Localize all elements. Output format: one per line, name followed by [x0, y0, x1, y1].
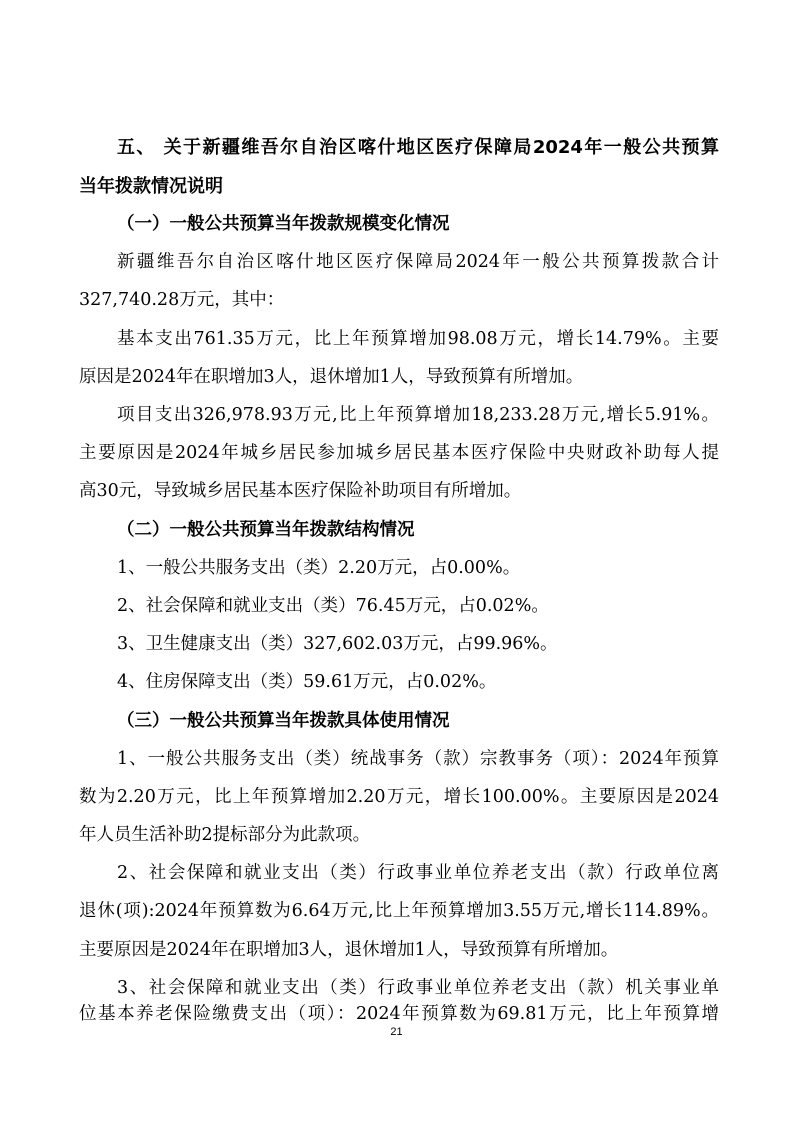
list-item: 4、住房保障支出（类）59.61万元，占0.02%。 [117, 672, 497, 692]
paragraph-line: 3、社会保障和就业支出（类）行政事业单位养老支出（款）机关事业单 [117, 978, 719, 998]
subsection2-heading: （二）一般公共预算当年拨款结构情况 [117, 520, 415, 540]
page-number: 21 [390, 1026, 403, 1038]
paragraph-line: 数为2.20万元，比上年预算增加2.20万元，增长100.00%。主要原因是2024 [79, 787, 719, 807]
paragraph-line: 退休(项):2024年预算数为6.64万元,比上年预算增加3.55万元,增长114.89%。 [79, 901, 719, 921]
list-item: 2、社会保障和就业支出（类）76.45万元，占0.02%。 [117, 596, 549, 616]
paragraph-line: 年人员生活补助2提标部分为此款项。 [79, 825, 371, 845]
paragraph-line: 原因是2024年在职增加3人，退休增加1人，导致预算有所增加。 [79, 367, 584, 387]
paragraph-line: 位基本养老保险缴费支出（项）：2024年预算数为69.81万元，比上年预算增 [79, 1004, 719, 1024]
section-title-line1: 五、 关于新疆维吾尔自治区喀什地区医疗保障局2024年一般公共预算 [117, 137, 719, 158]
list-item: 3、卫生健康支出（类）327,602.03万元，占99.96%。 [117, 634, 558, 654]
paragraph-line: 2、社会保障和就业支出（类）行政事业单位养老支出（款）行政单位离 [117, 863, 719, 883]
paragraph-line: 高30元，导致城乡居民基本医疗保险补助项目有所增加。 [79, 481, 522, 501]
paragraph-line: 新疆维吾尔自治区喀什地区医疗保障局2024年一般公共预算拨款合计 [117, 252, 719, 272]
paragraph-line: 项目支出326,978.93万元,比上年预算增加18,233.28万元,增长5.91%。 [117, 405, 719, 425]
paragraph-line: 327,740.28万元，其中： [79, 290, 285, 310]
paragraph-line: 主要原因是2024年城乡居民参加城乡居民基本医疗保险中央财政补助每人提 [79, 443, 719, 463]
section-title-line2: 当年拨款情况说明 [79, 176, 223, 197]
paragraph-line: 基本支出761.35万元，比上年预算增加98.08万元，增长14.79%。主要 [117, 329, 719, 349]
subsection1-heading: （一）一般公共预算当年拨款规模变化情况 [117, 214, 450, 234]
paragraph-line: 主要原因是2024年在职增加3人，退休增加1人，导致预算有所增加。 [79, 940, 619, 960]
paragraph-line: 1、一般公共服务支出（类）统战事务（款）宗教事务（项）：2024年预算 [117, 749, 719, 769]
list-item: 1、一般公共服务支出（类）2.20万元，占0.00%。 [117, 558, 521, 578]
subsection3-heading: （三）一般公共预算当年拨款具体使用情况 [117, 711, 450, 731]
